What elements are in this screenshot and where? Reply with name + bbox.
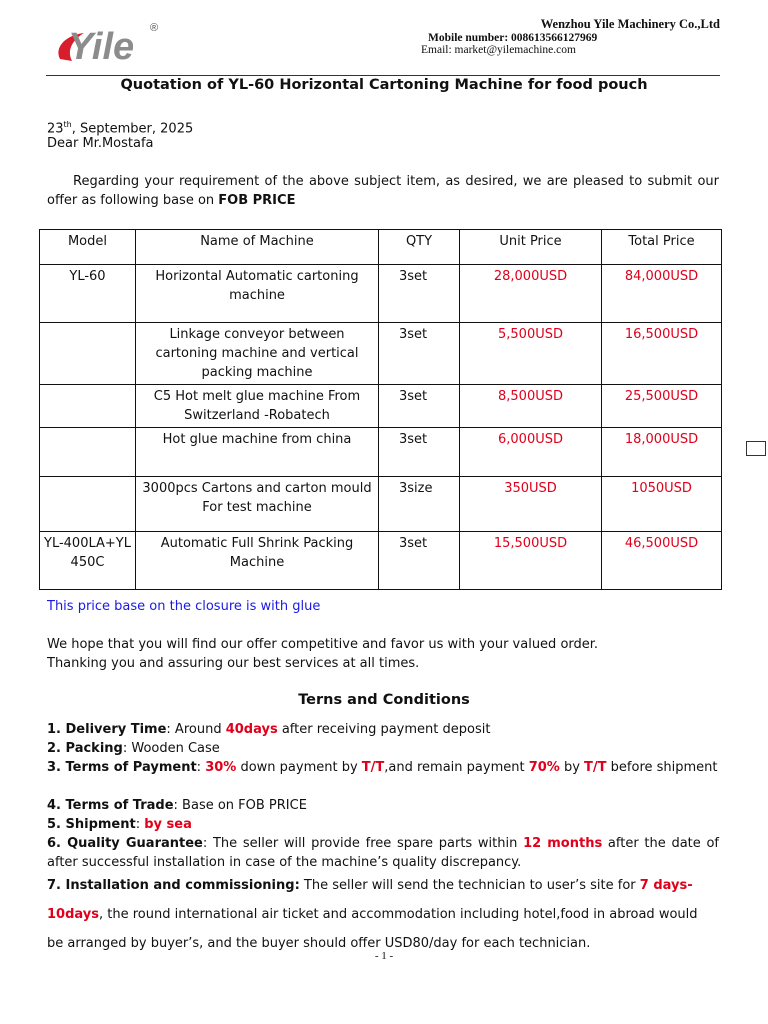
date-suffix: th (63, 120, 72, 129)
header-name: Name of Machine (136, 230, 379, 265)
cell-model (40, 323, 136, 385)
term-label: 4. Terms of Trade (47, 798, 174, 813)
date-rest: , September, 2025 (71, 121, 194, 137)
cell-name: Linkage conveyor between cartoning machine and vertical packing machine (136, 323, 379, 385)
cell-unit-price: 28,000USD (460, 265, 602, 323)
company-logo (54, 17, 166, 67)
term-text: be arranged by buyer’s, and the buyer should offer USD80/day for each technician. (47, 936, 591, 951)
term-label: 2. Packing (47, 741, 123, 756)
term-installation (47, 871, 719, 958)
cell-unit-price: 350USD (460, 477, 602, 532)
header-model: Model (40, 230, 136, 265)
term-text: by (559, 760, 585, 775)
yile-logo-icon (54, 17, 166, 67)
company-name: Wenzhou Yile Machinery Co.,Ltd (540, 17, 720, 31)
logo-text: Yile (68, 26, 135, 67)
cell-total-price: 18,000USD (602, 428, 722, 477)
term-text: : Wooden Case (122, 741, 220, 756)
header-divider (46, 75, 720, 76)
closing-line-1: We hope that you will find our offer competitive and favor us with your valued order. (47, 637, 599, 652)
term-highlight: 10days (47, 907, 99, 922)
page-number: - 1 - (374, 950, 394, 962)
term-highlight: 40days (225, 722, 278, 737)
table-header-row (40, 230, 722, 265)
term-label: 3. Terms of Payment (47, 760, 197, 775)
cell-unit-price: 5,500USD (460, 323, 602, 385)
cell-total-price: 46,500USD (602, 532, 722, 590)
quotation-table (39, 229, 722, 590)
term-text: down payment by (236, 760, 362, 775)
term-highlight: T/T (584, 760, 607, 775)
cell-unit-price: 6,000USD (460, 428, 602, 477)
term-guarantee (47, 834, 719, 872)
salutation: Dear Mr.Mostafa (47, 136, 154, 151)
cell-qty: 3size (379, 477, 460, 532)
cell-qty: 3set (379, 428, 460, 477)
term-text: after receiving payment deposit (277, 722, 491, 737)
cell-name: 3000pcs Cartons and carton mould For test machine (136, 477, 379, 532)
term-text: , the round international air ticket and accommodation including hotel,food in abroad would (98, 907, 698, 922)
term-text: : (196, 760, 206, 775)
term-text: before shipment (606, 760, 718, 775)
cell-model: YL-60 (40, 265, 136, 323)
term-text: : Base on FOB PRICE (173, 798, 307, 813)
cell-model (40, 385, 136, 428)
registered-mark: ® (150, 22, 159, 34)
cell-model (40, 428, 136, 477)
side-marker-box (746, 441, 766, 456)
header-total-price: Total Price (602, 230, 722, 265)
price-note: This price base on the closure is with glue (47, 599, 321, 614)
term-label: 6. Quality Guarantee (47, 836, 203, 851)
header-unit-price: Unit Price (460, 230, 602, 265)
cell-name: Hot glue machine from china (136, 428, 379, 477)
term-highlight: 7 days- (639, 878, 693, 893)
cell-model (40, 477, 136, 532)
cell-name: Horizontal Automatic cartoning machine (136, 265, 379, 323)
cell-total-price: 1050USD (602, 477, 722, 532)
term-highlight: T/T (361, 760, 385, 775)
term-shipment (47, 815, 719, 834)
table-row (40, 477, 722, 532)
date-day: 23 (47, 121, 64, 137)
cell-qty: 3set (379, 385, 460, 428)
term-text: : Around (166, 722, 226, 737)
cell-total-price: 16,500USD (602, 323, 722, 385)
term-trade (47, 796, 719, 815)
intro-bold: FOB PRICE (218, 193, 296, 208)
cell-unit-price: 8,500USD (460, 385, 602, 428)
term-delivery (47, 720, 719, 739)
term-label: 7. Installation and commissioning: (47, 878, 300, 893)
term-label: 5. Shipment (47, 817, 136, 832)
intro-text: Regarding your requirement of the above subject item, as desired, we are pleased to submit our offer as following base on (47, 174, 719, 208)
table-row (40, 532, 722, 590)
term-highlight: 70% (528, 760, 560, 775)
term-packing (47, 739, 719, 758)
table-row (40, 323, 722, 385)
term-text: : The seller will provide free spare parts within (202, 836, 524, 851)
cell-total-price: 25,500USD (602, 385, 722, 428)
term-payment (47, 758, 719, 777)
cell-name: C5 Hot melt glue machine From Switzerland -Robatech (136, 385, 379, 428)
document-title: Quotation of YL-60 Horizontal Cartoning Machine for food pouch (120, 77, 648, 93)
cell-unit-price: 15,500USD (460, 532, 602, 590)
header-qty: QTY (379, 230, 460, 265)
cell-qty: 3set (379, 323, 460, 385)
term-text: : (135, 817, 145, 832)
mobile-number: Mobile number: 008613566127969 (428, 32, 598, 44)
intro-paragraph (47, 172, 719, 210)
cell-name: Automatic Full Shrink Packing Machine (136, 532, 379, 590)
cell-model: YL-400LA+YL450C (40, 532, 136, 590)
term-highlight: 12 months (523, 836, 603, 851)
table-row (40, 428, 722, 477)
closing-line-2: Thanking you and assuring our best services at all times. (47, 656, 420, 671)
table-row (40, 385, 722, 428)
term-text: The seller will send the technician to user’s site for (299, 878, 640, 893)
term-text: after the date of after successful installation in case of the machine’s quality discrepancy. (47, 836, 720, 870)
term-text: ,and remain payment (384, 760, 529, 775)
table-row (40, 265, 722, 323)
email-address: Email: market@yilemachine.com (421, 44, 576, 56)
cell-qty: 3set (379, 265, 460, 323)
cell-qty: 3set (379, 532, 460, 590)
term-label: 1. Delivery Time (47, 722, 167, 737)
term-highlight: 30% (205, 760, 237, 775)
terms-title: Terns and Conditions (298, 692, 470, 708)
cell-total-price: 84,000USD (602, 265, 722, 323)
term-highlight: by sea (144, 817, 192, 832)
